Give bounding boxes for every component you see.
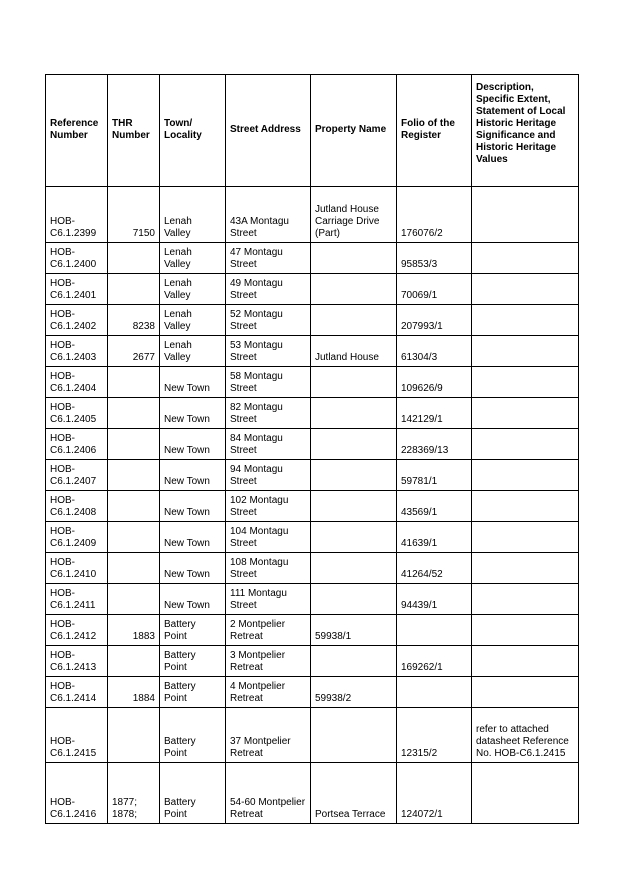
cell-folio: 95853/3 [397,243,472,274]
cell-property [311,646,397,677]
cell-property [311,398,397,429]
header-thr-number: THR Number [108,75,160,187]
cell-street: 102 Montagu Street [226,491,311,522]
cell-property: Jutland House [311,336,397,367]
table-row [46,677,579,708]
cell-folio: 12315/2 [397,708,472,763]
cell-property [311,429,397,460]
cell-description [472,367,579,398]
cell-reference: HOB-C6.1.2406 [46,429,108,460]
cell-street: 58 Montagu Street [226,367,311,398]
cell-description [472,646,579,677]
cell-reference: HOB-C6.1.2413 [46,646,108,677]
cell-street: 52 Montagu Street [226,305,311,336]
cell-street: 82 Montagu Street [226,398,311,429]
cell-folio: 142129/1 [397,398,472,429]
cell-description [472,398,579,429]
cell-thr: 1884 [108,677,160,708]
cell-street: 111 Montagu Street [226,584,311,615]
cell-reference: HOB-C6.1.2409 [46,522,108,553]
table-row [46,187,579,243]
cell-town: Lenah Valley [160,336,226,367]
cell-reference: HOB-C6.1.2407 [46,460,108,491]
cell-town: New Town [160,460,226,491]
cell-folio: 94439/1 [397,584,472,615]
cell-thr [108,708,160,763]
cell-reference: HOB-C6.1.2404 [46,367,108,398]
cell-folio: 70069/1 [397,274,472,305]
cell-town: Battery Point [160,708,226,763]
cell-thr: 8238 [108,305,160,336]
cell-folio: 59781/1 [397,460,472,491]
cell-property [311,522,397,553]
cell-folio: 207993/1 [397,305,472,336]
cell-thr [108,429,160,460]
cell-description [472,491,579,522]
table-row [46,553,579,584]
cell-street: 54-60 Montpelier Retreat [226,763,311,824]
cell-description [472,243,579,274]
cell-property [311,708,397,763]
cell-folio: 124072/1 [397,763,472,824]
cell-folio: 109626/9 [397,367,472,398]
cell-street: 43A Montagu Street [226,187,311,243]
cell-reference: HOB-C6.1.2399 [46,187,108,243]
cell-description [472,553,579,584]
table-row [46,763,579,824]
cell-description [472,677,579,708]
cell-town: Lenah Valley [160,243,226,274]
cell-street: 94 Montagu Street [226,460,311,491]
cell-street: 53 Montagu Street [226,336,311,367]
cell-property [311,584,397,615]
cell-folio [397,677,472,708]
cell-reference: HOB-C6.1.2415 [46,708,108,763]
cell-reference: HOB-C6.1.2410 [46,553,108,584]
cell-folio: 228369/13 [397,429,472,460]
cell-town: Lenah Valley [160,274,226,305]
cell-description: refer to attached datasheet Reference No. HOB-C6.1.2415 [472,708,579,763]
cell-description [472,522,579,553]
cell-property: Portsea Terrace [311,763,397,824]
header-folio: Folio of the Register [397,75,472,187]
cell-town: Battery Point [160,646,226,677]
cell-town: New Town [160,584,226,615]
cell-property: Jutland House Carriage Drive (Part) [311,187,397,243]
cell-street: 4 Montpelier Retreat [226,677,311,708]
cell-thr [108,491,160,522]
cell-street: 2 Montpelier Retreat [226,615,311,646]
cell-reference: HOB-C6.1.2408 [46,491,108,522]
table-row [46,274,579,305]
cell-thr [108,243,160,274]
table-row [46,460,579,491]
cell-property [311,491,397,522]
cell-town: New Town [160,367,226,398]
cell-town: New Town [160,491,226,522]
table-row [46,584,579,615]
cell-town: Battery Point [160,763,226,824]
cell-description [472,460,579,491]
cell-description [472,187,579,243]
table-row [46,615,579,646]
cell-reference: HOB-C6.1.2412 [46,615,108,646]
cell-description [472,584,579,615]
cell-thr: 1877; 1878; [108,763,160,824]
cell-property: 59938/2 [311,677,397,708]
cell-folio: 169262/1 [397,646,472,677]
cell-property [311,274,397,305]
cell-description [472,336,579,367]
cell-street: 3 Montpelier Retreat [226,646,311,677]
cell-property [311,367,397,398]
cell-reference: HOB-C6.1.2400 [46,243,108,274]
table-row [46,429,579,460]
cell-town: New Town [160,553,226,584]
table-row [46,708,579,763]
header-property-name: Property Name [311,75,397,187]
cell-folio: 41639/1 [397,522,472,553]
cell-reference: HOB-C6.1.2405 [46,398,108,429]
cell-folio: 176076/2 [397,187,472,243]
cell-reference: HOB-C6.1.2411 [46,584,108,615]
cell-street: 108 Montagu Street [226,553,311,584]
cell-thr: 7150 [108,187,160,243]
header-town-locality: Town/ Locality [160,75,226,187]
cell-town: New Town [160,429,226,460]
cell-reference: HOB-C6.1.2402 [46,305,108,336]
cell-thr [108,398,160,429]
cell-reference: HOB-C6.1.2401 [46,274,108,305]
cell-reference: HOB-C6.1.2416 [46,763,108,824]
cell-thr: 2677 [108,336,160,367]
cell-thr [108,460,160,491]
cell-property [311,305,397,336]
cell-town: Battery Point [160,677,226,708]
heritage-register-table [45,74,579,824]
cell-reference: HOB-C6.1.2403 [46,336,108,367]
table-row [46,646,579,677]
cell-thr [108,553,160,584]
cell-town: New Town [160,398,226,429]
table-row [46,491,579,522]
cell-thr [108,646,160,677]
cell-reference: HOB-C6.1.2414 [46,677,108,708]
table-row [46,522,579,553]
cell-town: Lenah Valley [160,305,226,336]
table-row [46,243,579,274]
cell-thr [108,274,160,305]
cell-description [472,615,579,646]
cell-property [311,553,397,584]
cell-town: New Town [160,522,226,553]
cell-town: Battery Point [160,615,226,646]
cell-folio: 61304/3 [397,336,472,367]
cell-property [311,243,397,274]
cell-folio: 43569/1 [397,491,472,522]
cell-property: 59938/1 [311,615,397,646]
cell-property [311,460,397,491]
table-row [46,398,579,429]
header-reference-number: Reference Number [46,75,108,187]
cell-description [472,305,579,336]
cell-thr [108,584,160,615]
table-row [46,305,579,336]
cell-description [472,429,579,460]
cell-folio [397,615,472,646]
header-description: Description, Specific Extent, Statement of Local Historic Heritage Significance and Historic Heritage Values [472,75,579,187]
table-row [46,367,579,398]
cell-street: 104 Montagu Street [226,522,311,553]
cell-thr [108,367,160,398]
cell-street: 84 Montagu Street [226,429,311,460]
cell-street: 49 Montagu Street [226,274,311,305]
table-header-row [46,75,579,187]
cell-street: 47 Montagu Street [226,243,311,274]
cell-folio: 41264/52 [397,553,472,584]
cell-thr: 1883 [108,615,160,646]
table-body [46,187,579,824]
cell-street: 37 Montpelier Retreat [226,708,311,763]
header-street-address: Street Address [226,75,311,187]
table-row [46,336,579,367]
cell-description [472,274,579,305]
cell-description [472,763,579,824]
cell-town: Lenah Valley [160,187,226,243]
cell-thr [108,522,160,553]
